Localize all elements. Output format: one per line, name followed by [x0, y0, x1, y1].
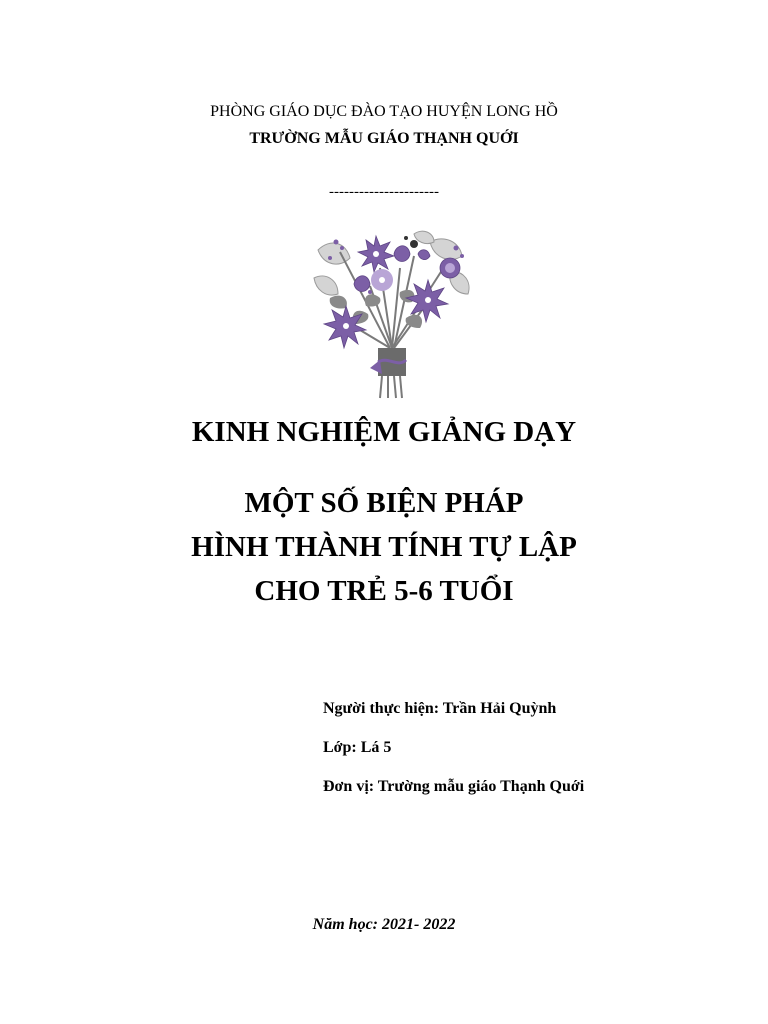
document-type-title: KINH NGHIỆM GIẢNG DẠY: [191, 416, 577, 448]
unit-line: Đơn vị: Trường mẫu giáo Thạnh Quới: [323, 778, 585, 795]
school-name: TRƯỜNG MẪU GIÁO THẠNH QUỚI: [249, 130, 519, 147]
title-line-1: MỘT SỐ BIỆN PHÁP: [244, 487, 524, 519]
author-line: Người thực hiện: Trần Hải Quỳnh: [323, 700, 557, 717]
class-line: Lớp: Lá 5: [323, 739, 392, 756]
school-year: Năm học: 2021- 2022: [312, 916, 456, 933]
title-line-3: CHO TRẺ 5-6 TUỔI: [254, 575, 514, 607]
department-name: PHÒNG GIÁO DỤC ĐÀO TẠO HUYỆN LONG HỒ: [210, 103, 558, 120]
title-line-2: HÌNH THÀNH TÍNH TỰ LẬP: [191, 531, 577, 563]
flower-bouquet-icon: [310, 228, 474, 400]
divider-line: ----------------------: [329, 184, 439, 200]
